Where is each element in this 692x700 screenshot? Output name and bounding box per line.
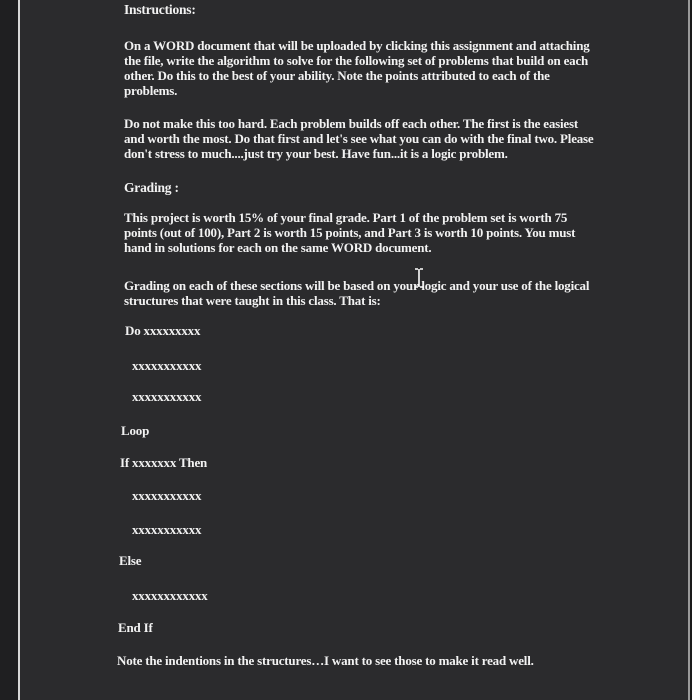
paragraph-line: other. Do this to the best of your ability. Note the points attributed to each of the xyxy=(124,68,550,83)
paragraph-line: structures that were taught in this class. That is: xyxy=(124,293,381,308)
else-body-line: xxxxxxxxxxxx xyxy=(132,588,208,603)
paragraph-line: Grading on each of these sections will be based on your logic and your use of the logical xyxy=(124,278,590,293)
paragraph-line: don't stress to much....just try your best. Have fun...it is a logic problem. xyxy=(124,146,508,161)
difficulty-paragraph xyxy=(124,116,624,161)
end-if-line: End If xyxy=(118,620,153,635)
do-body-line: xxxxxxxxxxx xyxy=(132,389,202,404)
do-body-line: xxxxxxxxxxx xyxy=(132,358,202,373)
paragraph-line: the file, write the algorithm to solve for the following set of problems that build on each xyxy=(124,53,589,68)
if-body-line: xxxxxxxxxxx xyxy=(132,522,202,537)
if-body-line: xxxxxxxxxxx xyxy=(132,488,202,503)
instructions-heading: Instructions: xyxy=(124,2,196,17)
instructions-paragraph xyxy=(124,38,624,98)
paragraph-line: hand in solutions for each on the same WORD document. xyxy=(124,240,432,255)
do-line: Do xxxxxxxxx xyxy=(125,323,201,338)
grading-criteria-paragraph xyxy=(124,278,624,308)
paragraph-line: points (out of 100), Part 2 is worth 15 points, and Part 3 is worth 10 points. You must xyxy=(124,225,576,240)
grading-heading: Grading : xyxy=(124,180,179,195)
paragraph-line: and worth the most. Do that first and let's see what you can do with the final two. Please xyxy=(124,131,594,146)
paragraph-line: problems. xyxy=(124,83,178,98)
grading-weight-paragraph xyxy=(124,210,624,255)
closing-note: Note the indentions in the structures…I want to see those to make it read well. xyxy=(117,653,534,668)
paragraph-line: Do not make this too hard. Each problem builds off each other. The first is the easiest xyxy=(124,116,578,131)
if-line: If xxxxxxx Then xyxy=(120,455,208,470)
paragraph-line: This project is worth 15% of your final grade. Part 1 of the problem set is worth 75 xyxy=(124,210,568,225)
loop-line: Loop xyxy=(121,423,150,438)
text-cursor-icon xyxy=(414,268,424,288)
paragraph-line: On a WORD document that will be uploaded by clicking this assignment and attaching xyxy=(124,38,590,53)
else-line: Else xyxy=(119,553,142,568)
